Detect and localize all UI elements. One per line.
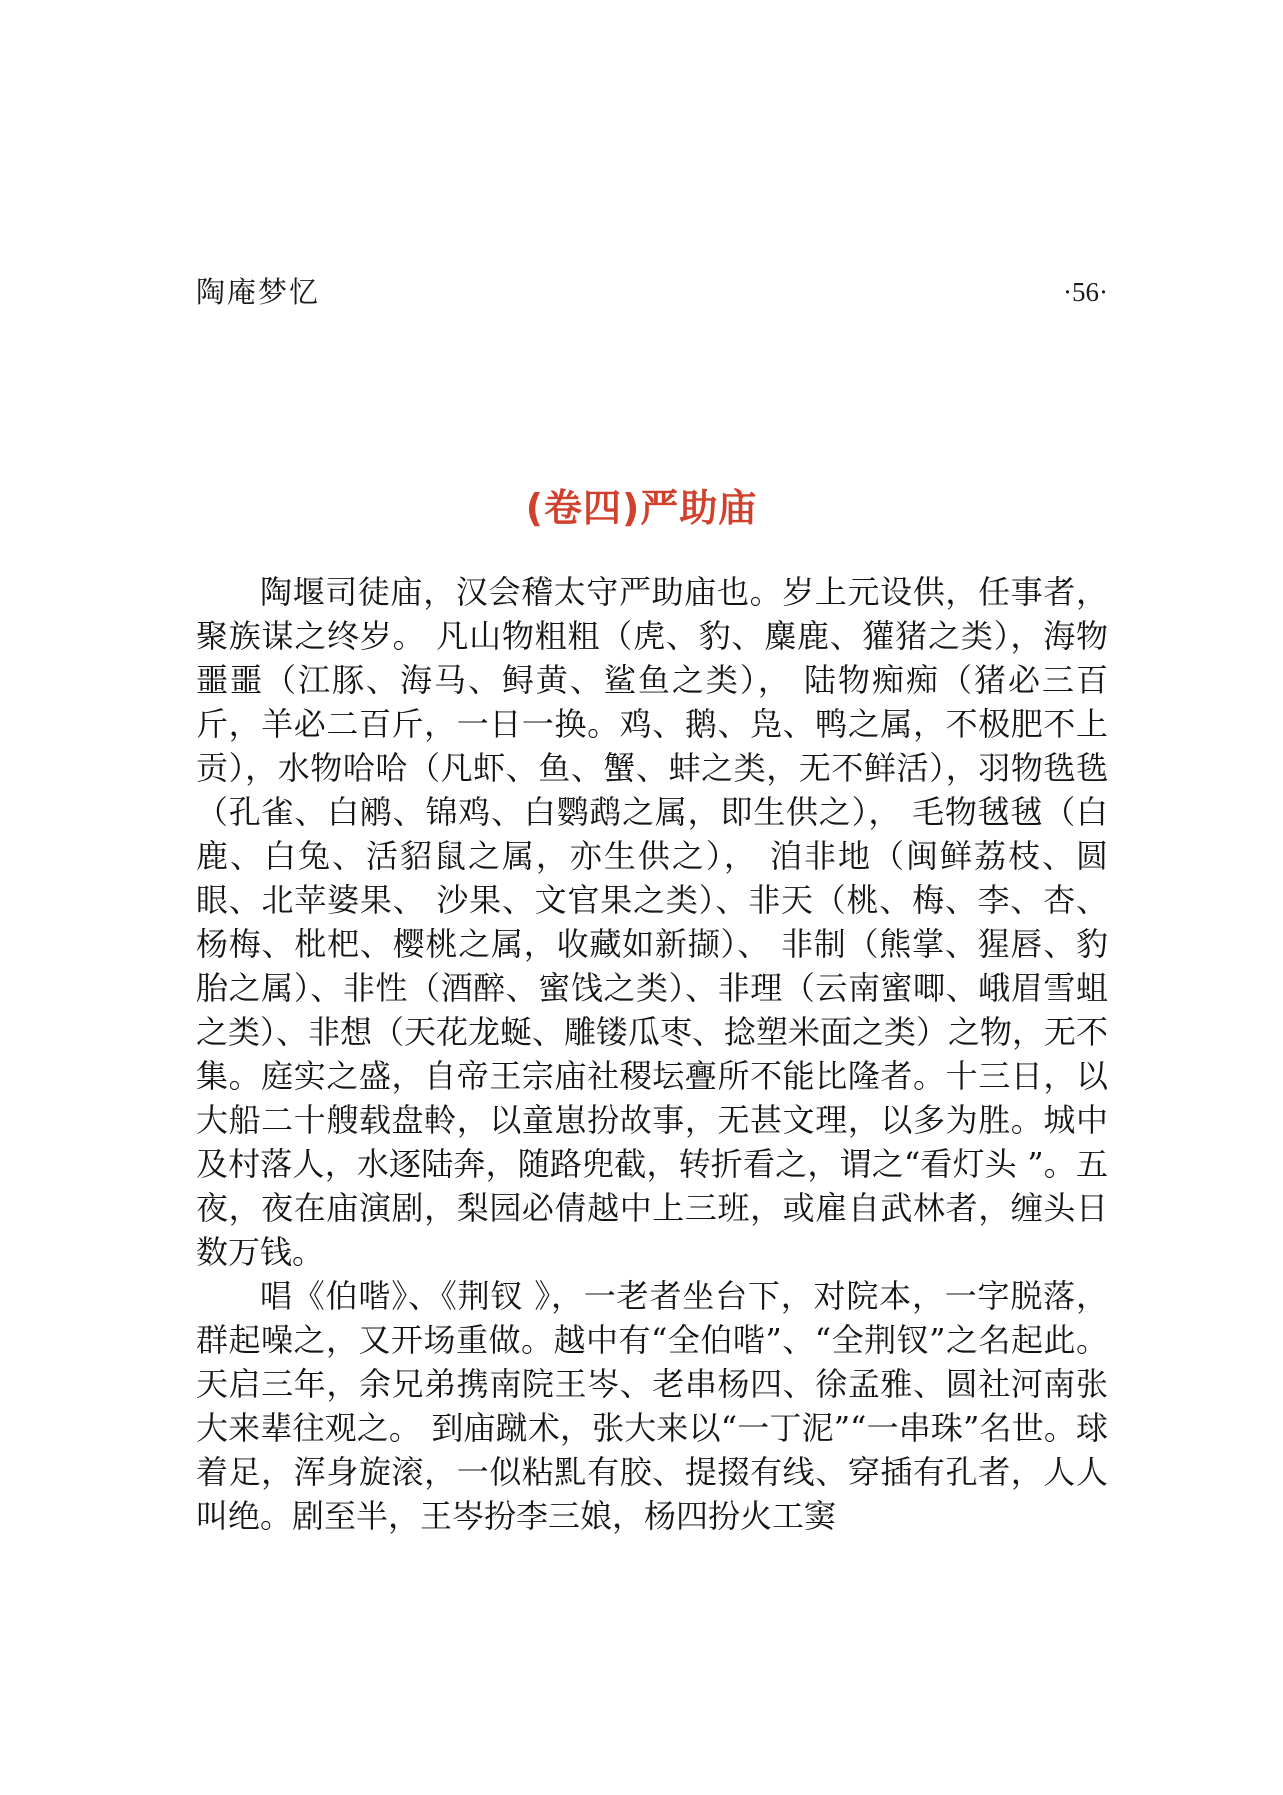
page-number: ·56· [1063, 277, 1108, 307]
paragraph: 陶堰司徒庙，汉会稽太守严助庙也。岁上元设供，任事者，聚族谋之终岁。 凡山物粗粗（虎、豹、麋鹿、獾猪之类），海物噩噩（江豚、海马、鲟黄、鲨鱼之类）， 陆物痴痴（猪必三百斤，羊必二百斤，一日一换。鸡、鹅、凫、鸭之属，不极肥不上贡），水物哈哈（凡虾、鱼、蟹、蚌之类，无不鲜活），羽物毨毨（孔雀、白鹇、锦鸡、白鹦鹉之属，即生供之）， 毛物毧毧（白鹿、白兔、活貂鼠之属，亦生供之）， 洎非地（闽鲜荔枝、圆眼、北苹婆果、 沙果、文官果之类）、非天（桃、梅、李、杏、杨梅、枇杷、樱桃之属，收藏如新撷）、 非制（熊掌、猩唇、豹胎之属）、非性（酒醉、蜜饯之类）、非理（云南蜜唧、峨眉雪蛆之类）、非想（天花龙蜒、雕镂瓜枣、捻塑米面之类）之物，无不集。庭实之盛，自帝王宗庙社稷坛亹所不能比隆者。十三日，以大船二十艘载盘軨，以童崽扮故事，无甚文理，以多为胜。城中及村落人，水逐陆奔，随路兜截，转折看之，谓之“看灯头 ”。五夜，夜在庙演剧，梨园必倩越中上三班，或雇自武林者，缠头日数万钱。 [196, 573, 1109, 1271]
paragraph: 唱《伯喈》、《荆钗 》，一老者坐台下，对院本，一字脱落，群起噪之，又开场重做。越中有“全伯喈”、“全荆钗”之名起此。天启三年，余兄弟携南院王岑、老串杨四、徐孟雅、圆社河南张大来辈往观之。 到庙蹴术，张大来以“一丁泥”“一串珠”名世。球着足，浑身旋滚，一似粘䵝有胶、提掇有线、穿插有孔者，人人叫绝。剧至半，王岑扮李三娘，杨四扮火工窦 [196, 1277, 1108, 1535]
chapter-title: (卷四)严助庙 [525, 486, 758, 531]
body-text [196, 570, 1108, 1538]
running-header [196, 272, 1108, 312]
book-title: 陶庵梦忆 [196, 275, 321, 309]
